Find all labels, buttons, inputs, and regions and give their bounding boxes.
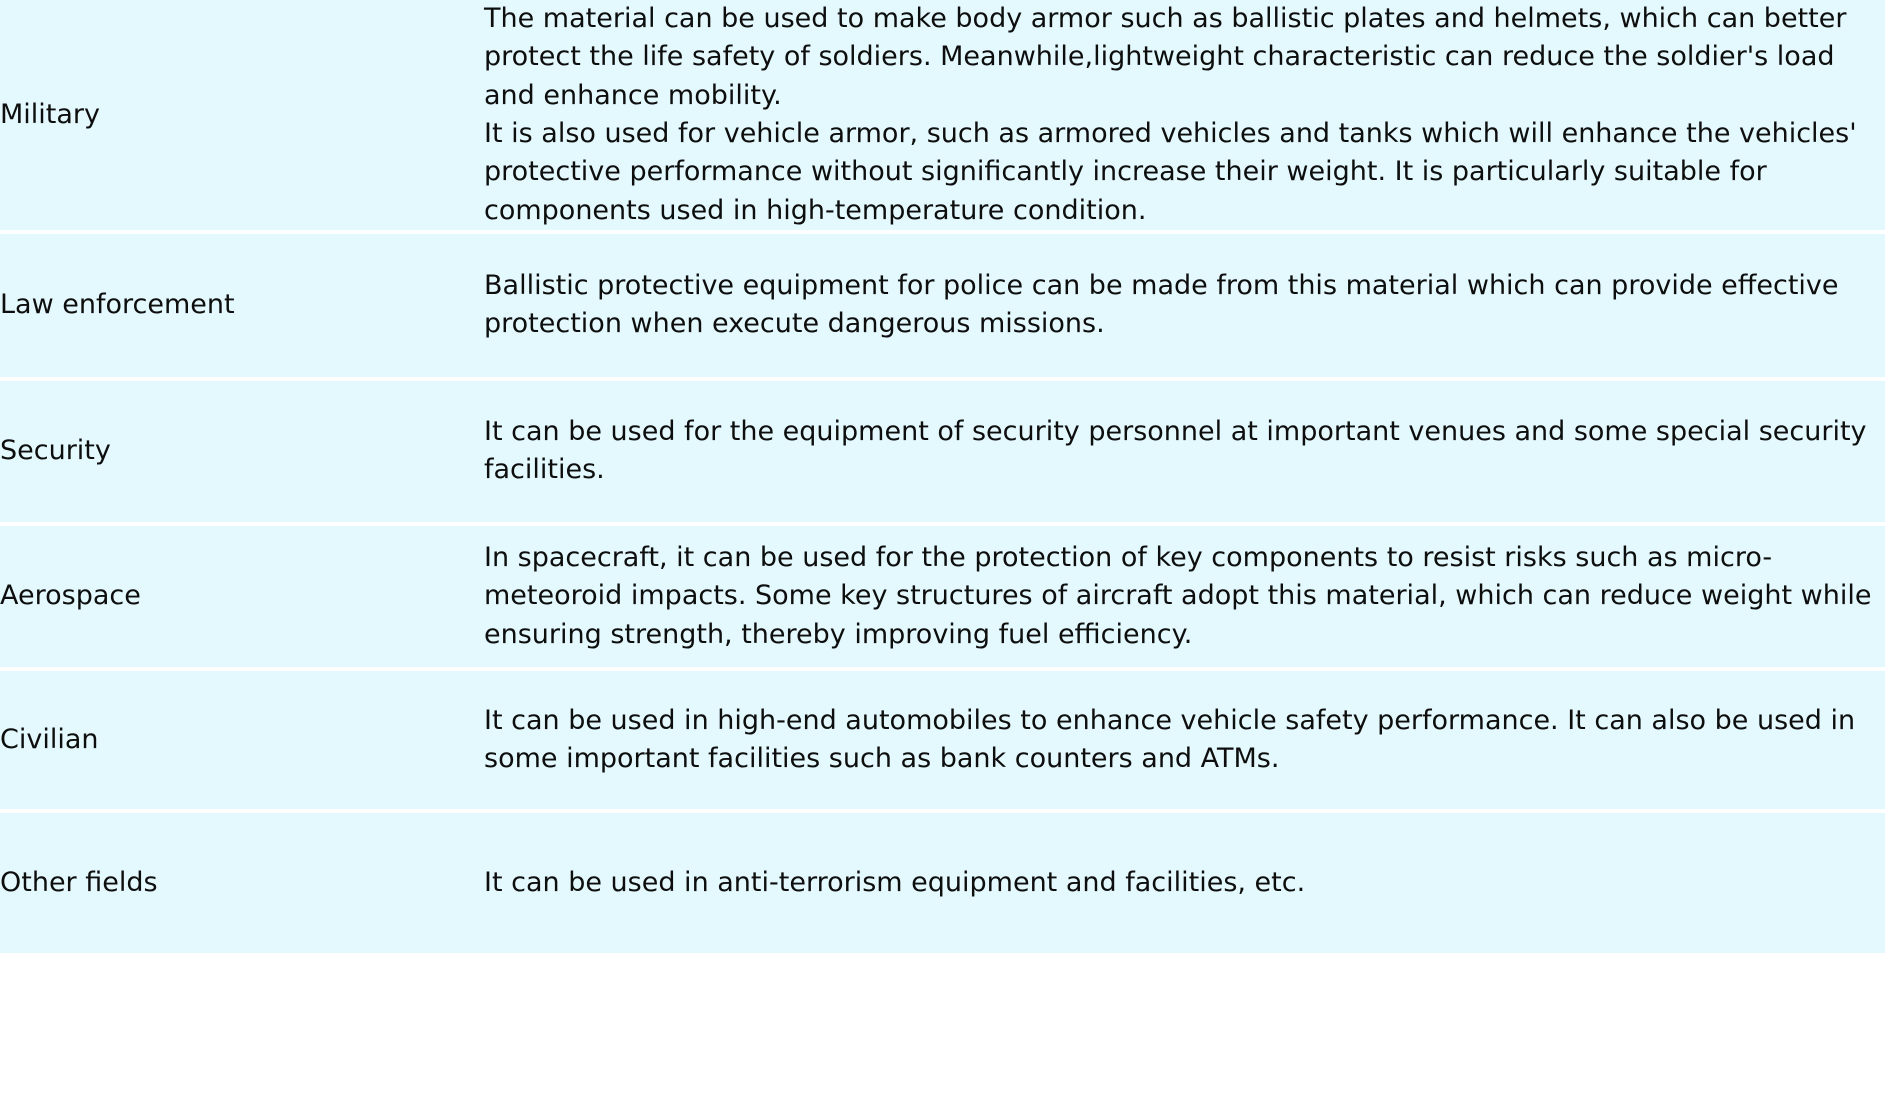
- category-cell-other-fields: Other fields: [0, 813, 484, 953]
- description-paragraph: It is also used for vehicle armor, such as armored vehicles and tanks which will enhance the vehicles' protective performance without significantly increase their weight. It is particularly suitable for components used in high-temperature condition.: [484, 117, 1857, 226]
- category-cell-civilian: Civilian: [0, 671, 484, 813]
- table-row: [0, 0, 1885, 234]
- description-paragraph: It can be used in high-end automobiles to enhance vehicle safety performance. It can also be used in some important facilities such as bank counters and ATMs.: [484, 704, 1856, 774]
- category-cell-security: Security: [0, 381, 484, 526]
- category-cell-law-enforcement: Law enforcement: [0, 234, 484, 381]
- description-paragraph: Ballistic protective equipment for police can be made from this material which can provide effective protection when execute dangerous missions.: [484, 270, 1839, 340]
- table-row: [0, 671, 1885, 813]
- category-cell-aerospace: Aerospace: [0, 526, 484, 671]
- table-row: [0, 234, 1885, 381]
- description-cell-civilian: [484, 671, 1885, 813]
- description-paragraph: The material can be used to make body armor such as ballistic plates and helmets, which can better protect the life safety of soldiers. Meanwhile,lightweight characteristic can reduce the soldier's load and enhance mobility.: [484, 3, 1847, 111]
- description-cell-aerospace: [484, 526, 1885, 671]
- description-paragraph: In spacecraft, it can be used for the protection of key components to resist risks such as micro-meteoroid impacts. Some key structures of aircraft adopt this material, which can reduce weight while ensuring strength, thereby improving fuel efficiency.: [484, 541, 1872, 650]
- table-row: [0, 526, 1885, 671]
- category-cell-military: Military: [0, 0, 484, 234]
- description-cell-security: [484, 381, 1885, 526]
- description-paragraph: It can be used for the equipment of security personnel at important venues and some special security facilities.: [484, 416, 1867, 486]
- table-row: [0, 813, 1885, 953]
- description-cell-other-fields: [484, 813, 1885, 953]
- description-cell-law-enforcement: [484, 234, 1885, 381]
- description-cell-military: [484, 0, 1885, 234]
- table-row: [0, 381, 1885, 526]
- description-paragraph: It can be used in anti-terrorism equipment and facilities, etc.: [484, 866, 1306, 898]
